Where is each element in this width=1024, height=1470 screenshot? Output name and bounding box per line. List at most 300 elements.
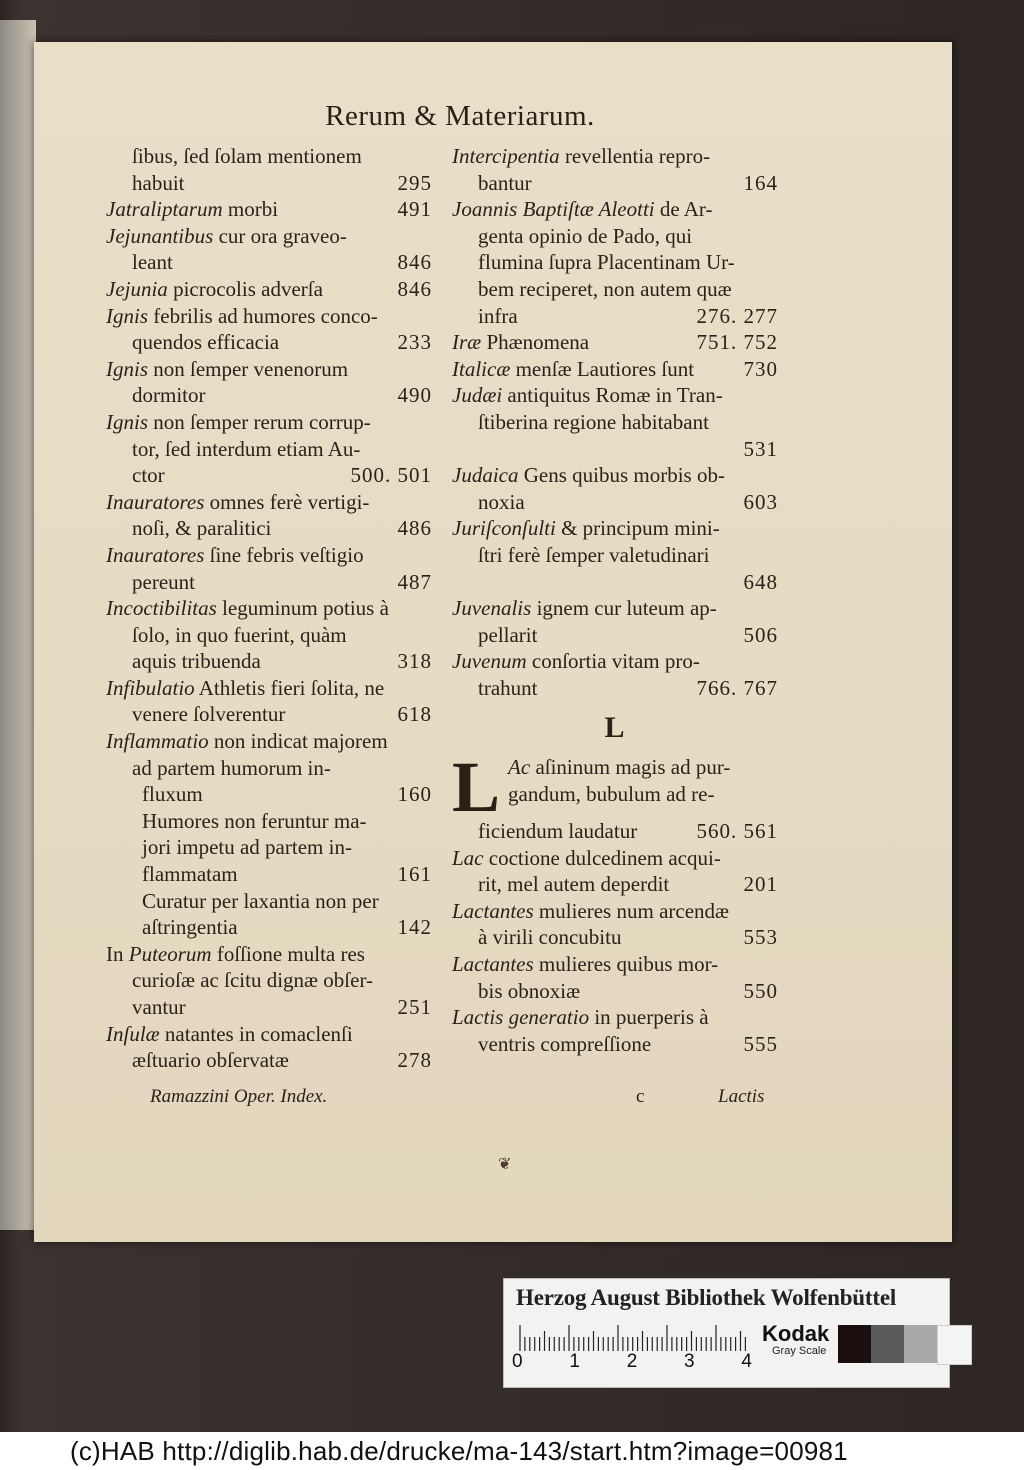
entry-text xyxy=(452,951,718,978)
entry-line xyxy=(106,914,432,941)
entry-text-part: aſininum magis ad pur- xyxy=(530,755,731,780)
index-entry xyxy=(452,196,778,329)
entry-text-part: æſtuario obſervatæ xyxy=(132,1048,289,1073)
entry-text-part: noxia xyxy=(478,489,525,514)
index-entry xyxy=(106,356,432,409)
page-reference: 846 xyxy=(397,250,432,275)
index-entry xyxy=(106,728,432,808)
entry-line xyxy=(106,834,432,861)
entry-text-part: non ſemper rerum corrup- xyxy=(148,409,371,434)
entry-text xyxy=(478,249,735,276)
entry-text-rest: foſſione multa res xyxy=(211,941,365,966)
entry-text xyxy=(142,808,367,835)
entry-text xyxy=(478,675,537,702)
entry-line xyxy=(106,249,432,276)
entry-text xyxy=(106,356,348,383)
entry-text-part: ſolo, in quo fuerint, quàm xyxy=(132,622,347,647)
page-reference: 318 xyxy=(397,649,432,674)
entry-text-part: ſtiberina regione habitabant xyxy=(478,409,709,434)
running-head: Rerum & Materiarum. xyxy=(325,100,595,132)
page-reference: 603 xyxy=(743,489,778,514)
library-name: Herzog August Bibliothek Wolfenbüttel xyxy=(516,1285,897,1310)
entry-line xyxy=(106,436,432,463)
entry-line xyxy=(106,515,432,542)
ruler-number: 2 xyxy=(626,1351,638,1372)
entry-line xyxy=(106,409,432,436)
entry-text-part: de Ar- xyxy=(654,197,713,222)
page-reference: 648 xyxy=(743,569,778,594)
entry-text-part: coctione dulcedinem acqui- xyxy=(483,845,721,870)
entry-text xyxy=(106,303,378,330)
entry-line xyxy=(106,1021,432,1048)
entry-line xyxy=(452,648,778,675)
entry-text-part: non indicat majorem xyxy=(208,729,388,754)
entry-text xyxy=(132,249,173,276)
entry-headword: Jejunantibus xyxy=(106,223,214,248)
entry-line xyxy=(452,542,778,569)
page-reference: 161 xyxy=(397,862,432,887)
ruler-number: 0 xyxy=(512,1351,523,1372)
entry-text-part: dormitor xyxy=(132,383,206,408)
entry-headword: Jejunia xyxy=(106,276,168,301)
entry-line xyxy=(508,754,778,781)
index-entry xyxy=(452,648,778,701)
entry-text-part: mulieres num arcendæ xyxy=(533,898,730,923)
gray-swatches xyxy=(838,1325,972,1363)
index-entry xyxy=(452,515,778,595)
swatch-mid-gray xyxy=(904,1325,937,1363)
entry-text-part: aſtringentia xyxy=(142,915,238,940)
swatch-black xyxy=(838,1325,871,1363)
entry-text-part: febrilis ad humores conco- xyxy=(148,303,378,328)
entry-line xyxy=(452,1004,778,1031)
index-entry xyxy=(106,1021,432,1074)
entry-text-part: non ſemper venenorum xyxy=(148,356,349,381)
entry-text-part: bem reciperet, non autem quæ xyxy=(478,276,732,301)
catchword: Lactis xyxy=(718,1086,765,1107)
page-reference: 201 xyxy=(743,872,778,897)
index-entry xyxy=(106,595,432,675)
page-reference: 490 xyxy=(397,383,432,408)
index-entry xyxy=(452,595,778,648)
entry-text-part: quendos efficacia xyxy=(132,330,280,355)
entry-text xyxy=(478,276,732,303)
entry-line xyxy=(452,436,778,463)
index-entry xyxy=(452,143,778,196)
ruler-number: 1 xyxy=(569,1351,580,1372)
entry-line xyxy=(452,249,778,276)
entry-text-part: ad partem humorum in- xyxy=(132,755,331,780)
entry-line xyxy=(106,622,432,649)
entry-line xyxy=(106,941,432,968)
entry-text xyxy=(106,196,278,223)
entry-text xyxy=(478,489,525,516)
entry-text xyxy=(452,356,694,383)
entry-text-part: bantur xyxy=(478,170,532,195)
page-reference: 500. 501 xyxy=(350,463,432,488)
index-entry xyxy=(452,1004,778,1057)
entry-line xyxy=(452,1031,778,1058)
entry-text xyxy=(478,542,709,569)
entry-text xyxy=(478,924,621,951)
entry-headword: Juvenalis xyxy=(452,596,532,621)
entry-line xyxy=(452,845,778,872)
entry-text-part: à virili concubitu xyxy=(478,925,622,950)
entry-text-part: trahunt xyxy=(478,675,538,700)
gray-scale-label: Gray Scale xyxy=(772,1345,827,1357)
entry-text-part: rit, mel autem deperdit xyxy=(478,872,670,897)
entry-text-part: flumina ſupra Placentinam Ur- xyxy=(478,250,735,275)
entry-text xyxy=(142,914,238,941)
page-reference: 506 xyxy=(743,622,778,647)
entry-text xyxy=(452,595,717,622)
entry-text-part: jori impetu ad partem in- xyxy=(142,835,352,860)
entry-line xyxy=(452,223,778,250)
page-reference: 730 xyxy=(743,356,778,381)
entry-text-part: natantes in comaclenſi xyxy=(159,1021,353,1046)
entry-line xyxy=(106,382,432,409)
entry-line xyxy=(452,818,778,845)
entry-text-part: picrocolis adverſa xyxy=(167,276,323,301)
entry-line xyxy=(106,489,432,516)
footer-title: Ramazzini Oper. Index. xyxy=(150,1086,328,1107)
entry-line xyxy=(106,170,432,197)
entry-headword: Ignis xyxy=(106,303,148,328)
entry-text xyxy=(132,382,206,409)
drop-cap: L xyxy=(452,747,501,828)
entry-line xyxy=(106,356,432,383)
entry-text xyxy=(478,303,518,330)
entry-text-part: aquis tribuenda xyxy=(132,649,261,674)
entry-text xyxy=(142,781,203,808)
library-color-card xyxy=(503,1278,950,1388)
page-reference: 160 xyxy=(397,782,432,807)
entry-line xyxy=(106,701,432,728)
page-reference: 276. 277 xyxy=(696,303,778,328)
entry-text-part: morbi xyxy=(222,197,279,222)
entry-line xyxy=(106,542,432,569)
entry-line xyxy=(452,622,778,649)
index-entry xyxy=(106,941,432,1021)
entry-line xyxy=(106,196,432,223)
entry-line xyxy=(106,861,432,888)
entry-text-part: gandum, bubulum ad re- xyxy=(508,781,715,806)
entry-line xyxy=(106,781,432,808)
entry-text-part: ſibus, ſed ſolam mentionem xyxy=(132,144,362,168)
entry-text-part: ficiendum laudatur xyxy=(478,819,638,844)
index-entry xyxy=(106,675,432,728)
index-entry xyxy=(106,143,432,196)
entry-headword: Incoctibilitas xyxy=(106,596,217,621)
entry-text xyxy=(478,223,692,250)
index-entry xyxy=(452,462,778,515)
entry-line xyxy=(452,951,778,978)
entry-text-part: antiquitus Romæ in Tran- xyxy=(502,383,723,408)
entry-line xyxy=(106,994,432,1021)
page-reference: 486 xyxy=(397,516,432,541)
entry-headword: Judaica xyxy=(452,463,519,488)
entry-headword: Inauratores xyxy=(106,542,205,567)
entry-line xyxy=(452,675,778,702)
entry-text-part: leant xyxy=(132,250,173,275)
entry-text-part: genta opinio de Pado, qui xyxy=(478,223,693,248)
entry-text-part: leguminum potius à xyxy=(216,596,389,621)
entry-text xyxy=(478,622,537,649)
entry-text xyxy=(132,515,271,542)
index-entry xyxy=(106,808,432,888)
entry-line xyxy=(452,329,778,356)
entry-headword: Inauratores xyxy=(106,489,205,514)
entry-line xyxy=(106,808,432,835)
entry-headword: Infibulatio xyxy=(106,675,195,700)
entry-line xyxy=(508,781,778,808)
entry-text-part: curioſæ ac ſcitu dignæ obſer- xyxy=(132,968,374,993)
entry-text xyxy=(452,1004,709,1031)
entry-text xyxy=(106,409,371,436)
entry-headword: Jatraliptarum xyxy=(106,197,223,222)
left-column xyxy=(106,143,432,1074)
entry-line xyxy=(452,356,778,383)
page-reference: 278 xyxy=(397,1048,432,1073)
entry-line xyxy=(106,595,432,622)
entry-text-part: ſine febris veſtigio xyxy=(204,542,364,567)
entry-text-part: omnes ferè vertigi- xyxy=(204,489,370,514)
entry-text xyxy=(452,196,713,223)
entry-text xyxy=(106,223,347,250)
entry-text xyxy=(452,329,589,356)
entry-text xyxy=(106,276,323,303)
entry-text-part: pereunt xyxy=(132,569,195,594)
entry-text xyxy=(508,754,730,781)
index-entry xyxy=(106,888,432,941)
entry-headword: Lac xyxy=(452,845,484,870)
entry-text xyxy=(452,462,725,489)
entry-text xyxy=(106,675,384,702)
entry-text-part: venere ſolverentur xyxy=(132,702,286,727)
entry-text xyxy=(478,170,532,197)
index-entry xyxy=(452,382,778,462)
entry-text xyxy=(452,845,721,872)
ornament-icon: ❦ xyxy=(498,1154,512,1173)
entry-text xyxy=(132,755,331,782)
entry-text-part: vantur xyxy=(132,995,186,1019)
entry-text-part: bis obnoxiæ xyxy=(478,978,581,1003)
entry-headword: Judæi xyxy=(452,383,503,408)
entry-text-part: Curatur per laxantia non per xyxy=(142,888,379,913)
entry-line xyxy=(452,303,778,330)
entry-text-part: Athletis fieri ſolita, ne xyxy=(194,675,385,700)
page-reference: 618 xyxy=(397,702,432,727)
url-caption: (c)HAB http://diglib.hab.de/drucke/ma-143/start.htm?image=00981 xyxy=(70,1436,848,1466)
index-entry xyxy=(106,196,432,223)
entry-text-part: revellentia repro- xyxy=(559,144,711,168)
index-entry xyxy=(106,276,432,303)
entry-line xyxy=(106,143,432,170)
entry-line xyxy=(106,223,432,250)
page-reference: 491 xyxy=(397,197,432,222)
entry-line xyxy=(106,967,432,994)
page-reference: 295 xyxy=(397,170,432,195)
entry-text xyxy=(132,648,261,675)
page-reference: 164 xyxy=(743,170,778,195)
entry-text xyxy=(132,143,362,170)
entry-line xyxy=(452,170,778,197)
index-entry xyxy=(452,951,778,1004)
entry-text-part: noſi, & paralitici xyxy=(132,516,272,541)
index-entry xyxy=(452,898,778,951)
index-entry xyxy=(452,356,778,383)
page-reference: 751. 752 xyxy=(696,330,778,355)
entry-text xyxy=(132,994,186,1021)
entry-headword: Lactantes xyxy=(452,898,534,923)
entry-text-part: menſæ Lautiores ſunt xyxy=(510,356,695,381)
entry-text-part: cur ora graveo- xyxy=(213,223,347,248)
entry-line xyxy=(452,489,778,516)
entry-headword: Ac xyxy=(508,755,531,780)
entry-headword: Iræ xyxy=(452,330,482,355)
index-entry-lac xyxy=(452,747,778,845)
entry-line xyxy=(452,196,778,223)
entry-text xyxy=(106,941,365,968)
entry-line xyxy=(452,515,778,542)
index-entry xyxy=(106,542,432,595)
swatch-dark-gray xyxy=(871,1325,904,1363)
entry-text-part: flammatam xyxy=(142,862,238,887)
entry-text xyxy=(132,569,195,596)
page-reference: 560. 561 xyxy=(696,819,778,844)
entry-text xyxy=(132,170,185,197)
entry-line xyxy=(452,276,778,303)
entry-text xyxy=(478,1031,651,1058)
entry-text-part: ſtri ferè ſemper valetudinari xyxy=(478,542,710,567)
entry-text xyxy=(142,888,379,915)
entry-text xyxy=(452,143,710,170)
entry-line xyxy=(452,898,778,925)
entry-text-part: Gens quibus morbis ob- xyxy=(518,463,725,488)
entry-text xyxy=(478,978,580,1005)
ruler-number: 4 xyxy=(741,1351,752,1372)
entry-headword: Inſulæ xyxy=(106,1021,160,1046)
entry-line xyxy=(452,569,778,596)
page-reference: 766. 767 xyxy=(696,675,778,700)
right-column xyxy=(452,143,778,1057)
entry-line xyxy=(106,888,432,915)
entry-text-part: Humores non feruntur ma- xyxy=(142,808,367,833)
ruler-number: 3 xyxy=(684,1351,695,1372)
entry-text xyxy=(106,489,369,516)
index-entry xyxy=(106,489,432,542)
swatch-white xyxy=(937,1325,972,1365)
page-reference: 555 xyxy=(743,1031,778,1056)
entry-text-part: Phænomena xyxy=(481,330,590,355)
entry-text xyxy=(106,595,389,622)
entry-line xyxy=(106,675,432,702)
entry-headword: Italicæ xyxy=(452,356,511,381)
entry-headword: Ignis xyxy=(106,356,148,381)
page-reference: 251 xyxy=(397,995,432,1019)
ruler-numbers xyxy=(512,1351,752,1373)
entry-text-part: conſortia vitam pro- xyxy=(526,649,700,674)
entry-text xyxy=(452,382,723,409)
entry-headword: Juriſconſulti xyxy=(452,516,556,541)
page-reference: 487 xyxy=(397,569,432,594)
entry-line xyxy=(452,978,778,1005)
entry-line xyxy=(452,409,778,436)
page-reference: 550 xyxy=(743,978,778,1003)
index-entry xyxy=(452,845,778,898)
entry-line xyxy=(452,382,778,409)
entry-text xyxy=(132,967,373,994)
entry-text-part: tor, ſed interdum etiam Au- xyxy=(132,436,361,461)
entry-text-part: pellarit xyxy=(478,622,538,647)
url-caption-bar xyxy=(0,1432,1024,1470)
entry-line xyxy=(106,462,432,489)
page-reference: 142 xyxy=(397,915,432,940)
entry-line xyxy=(452,595,778,622)
page-reference: 531 xyxy=(743,436,778,461)
entry-text xyxy=(132,701,285,728)
entry-text-part: & principum mini- xyxy=(555,516,720,541)
entry-headword: Lactantes xyxy=(452,952,534,977)
entry-headword: Inflammatio xyxy=(106,729,209,754)
entry-text xyxy=(478,409,709,436)
entry-text xyxy=(452,898,729,925)
entry-line xyxy=(452,871,778,898)
index-entry xyxy=(106,223,432,276)
entry-text-part: ignem cur luteum ap- xyxy=(531,596,717,621)
entry-text-part: infra xyxy=(478,303,518,328)
entry-headword: Joannis Baptiſtæ Aleotti xyxy=(452,197,655,222)
entry-headword: Lactis generatio xyxy=(452,1005,590,1030)
entry-line xyxy=(106,303,432,330)
entry-text-part: ventris compreſſione xyxy=(478,1031,652,1056)
signature-mark: c xyxy=(636,1086,645,1107)
entry-text xyxy=(452,648,700,675)
entry-text xyxy=(132,1047,289,1074)
entry-text-part: in puerperis à xyxy=(589,1005,709,1030)
entry-line xyxy=(106,755,432,782)
entry-line xyxy=(452,462,778,489)
entry-text xyxy=(142,861,238,888)
entry-text-part: habuit xyxy=(132,170,185,195)
kodak-logo: Kodak xyxy=(762,1321,830,1346)
entry-line xyxy=(452,143,778,170)
entry-line xyxy=(106,728,432,755)
entry-line xyxy=(106,329,432,356)
index-entry xyxy=(452,329,778,356)
entry-line xyxy=(452,924,778,951)
page-reference: 553 xyxy=(743,925,778,950)
entry-line xyxy=(106,648,432,675)
entry-text-part: fluxum xyxy=(142,782,203,807)
index-entry xyxy=(106,303,432,356)
entry-text xyxy=(452,515,720,542)
page-edge xyxy=(0,20,36,1230)
entry-line xyxy=(106,276,432,303)
ruler-scale xyxy=(516,1321,750,1351)
entry-line xyxy=(106,1047,432,1074)
entry-text xyxy=(132,622,347,649)
entry-text xyxy=(106,728,388,755)
entry-text xyxy=(106,542,364,569)
entry-headword: Ignis xyxy=(106,409,148,434)
entry-text xyxy=(132,462,165,489)
entry-prefix: In xyxy=(106,941,129,966)
entry-text-part: ctor xyxy=(132,463,165,488)
entry-text xyxy=(478,871,669,898)
entry-headword: Intercipentia xyxy=(452,144,560,168)
entry-text xyxy=(132,329,279,356)
